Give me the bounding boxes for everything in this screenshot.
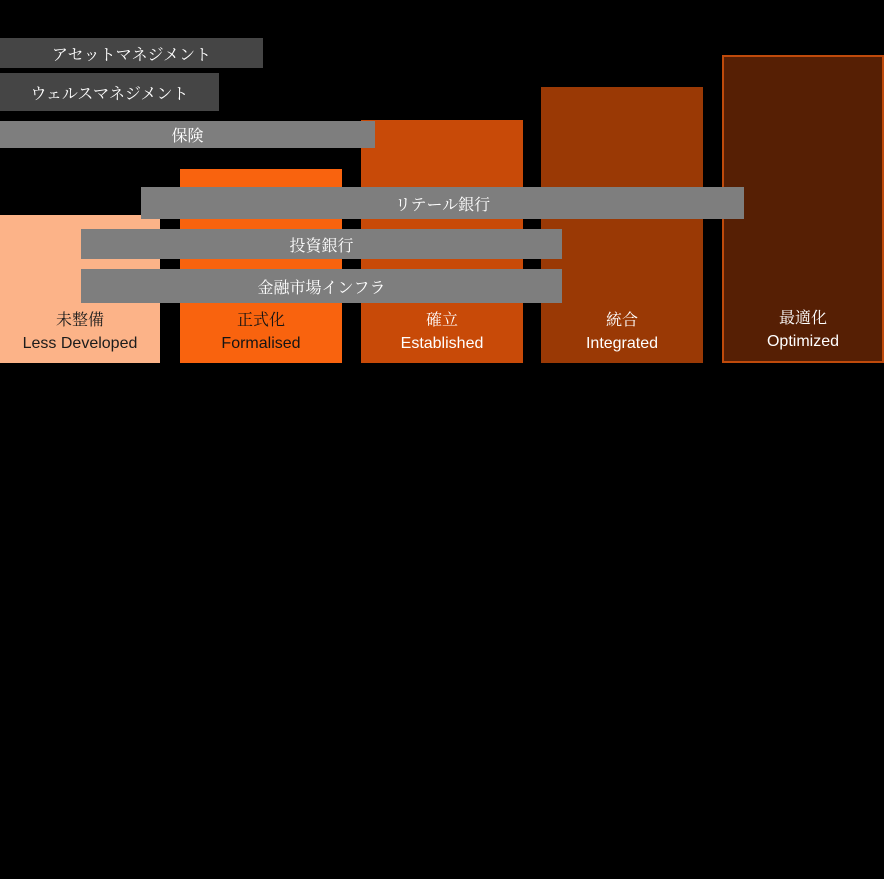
stage-label-jp: 未整備 (55, 312, 104, 329)
stage-label-en: Less Developed (22, 335, 138, 352)
stage-column-optimized (722, 55, 884, 363)
stage-label-jp: 統合 (605, 312, 638, 329)
business-line-label: 金融市場インフラ (257, 279, 386, 297)
business-line-label: 投資銀行 (289, 237, 354, 255)
business-line-label: リテール銀行 (394, 196, 491, 214)
business-line-bar-retail-banking (141, 187, 744, 219)
business-line-bar-investment-banking (81, 229, 562, 259)
stage-label-jp: 確立 (425, 312, 458, 329)
stage-column-integrated (541, 87, 703, 363)
stage-label-integrated (541, 309, 703, 355)
business-line-label: 保険 (171, 128, 204, 145)
business-line-bar-wealth-management (0, 73, 219, 111)
business-line-bar-asset-management (0, 38, 263, 68)
stage-label-less-developed (0, 309, 160, 355)
business-line-label: ウェルスマネジメント (30, 85, 189, 103)
stage-label-optimized (724, 307, 882, 353)
stage-label-en: Optimized (766, 333, 840, 350)
stage-label-en: Integrated (585, 335, 659, 352)
stage-label-jp: 正式化 (236, 312, 285, 329)
stage-label-en: Formalised (221, 335, 301, 352)
stage-label-jp: 最適化 (778, 310, 827, 327)
business-line-bar-insurance (0, 121, 375, 148)
stage-label-established (361, 309, 523, 355)
stage-label-en: Established (400, 335, 484, 352)
business-line-bar-financial-market-infrastructure (81, 269, 562, 303)
stage-label-formalised (180, 309, 342, 355)
business-line-label: アセットマネジメント (51, 46, 212, 64)
